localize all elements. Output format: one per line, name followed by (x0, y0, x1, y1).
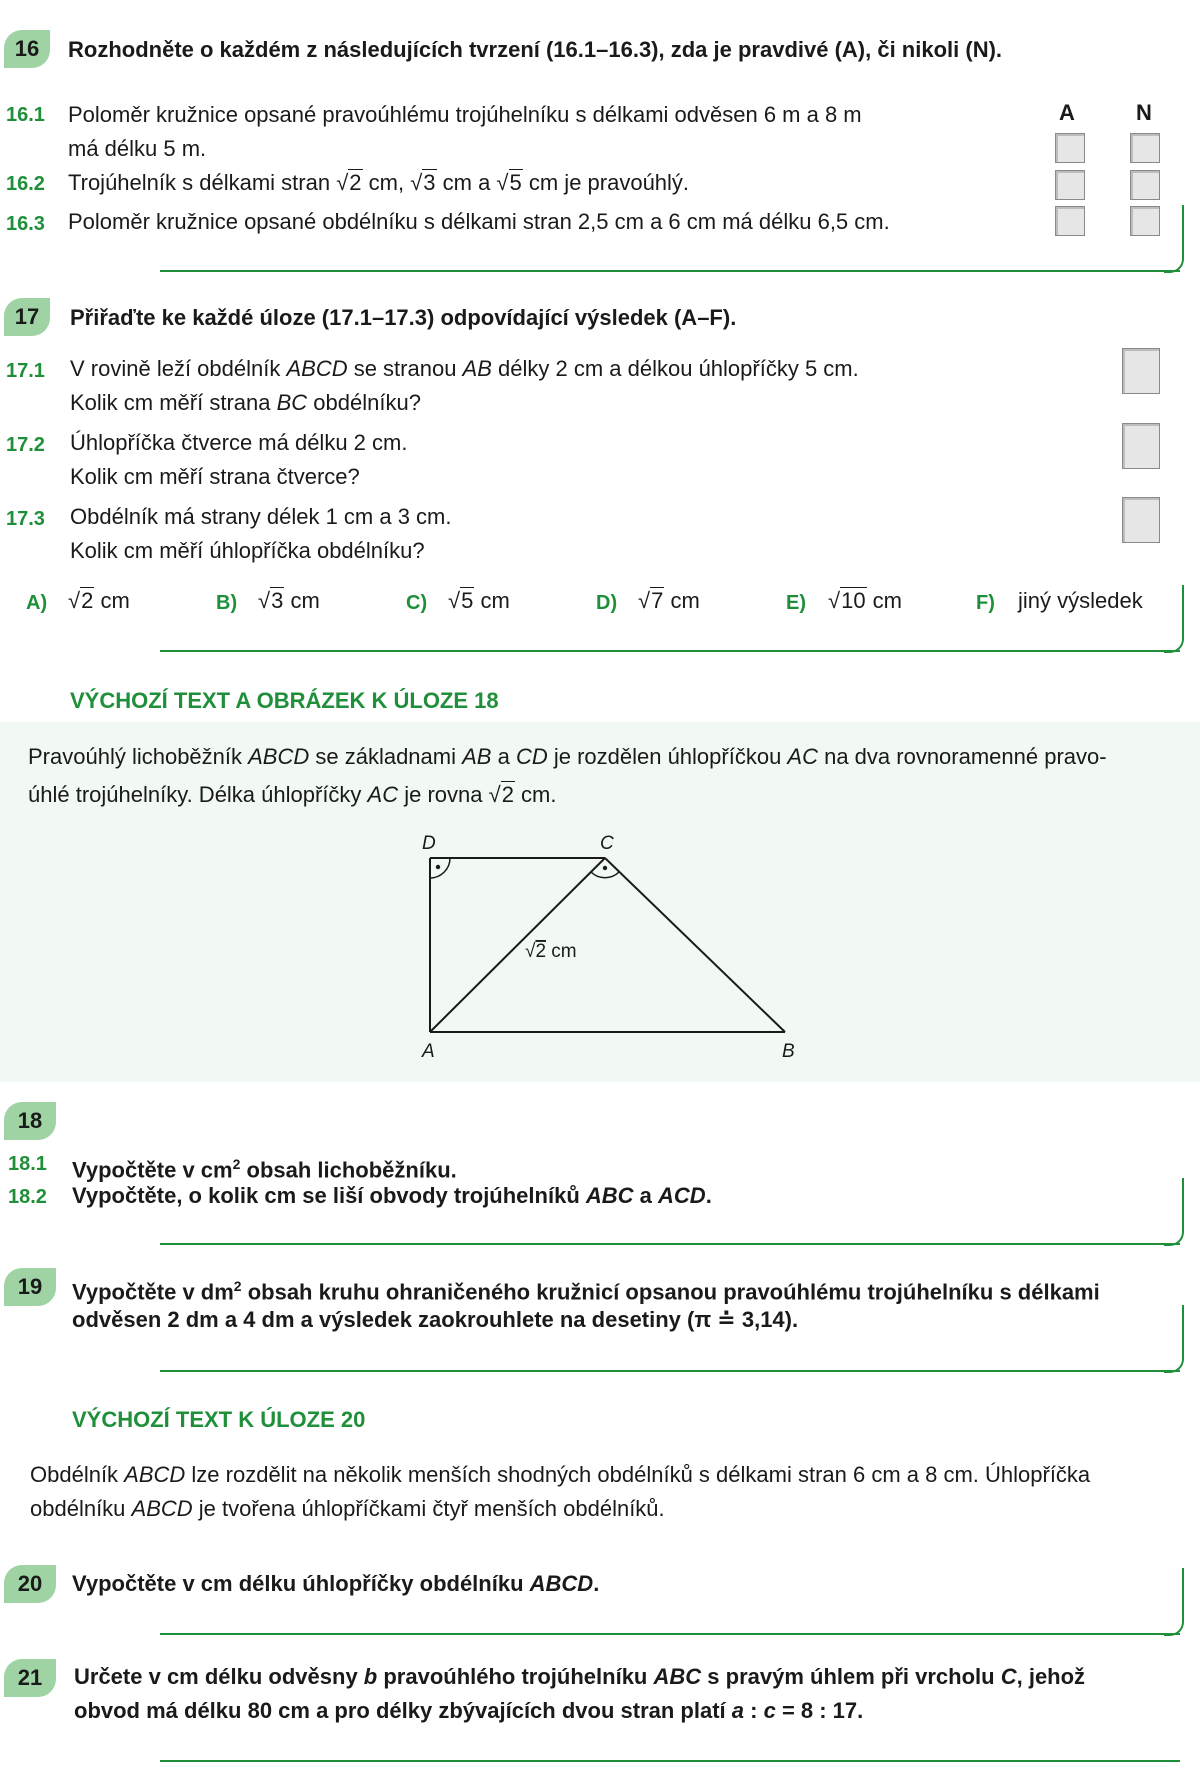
vertex-d-label: D (422, 833, 436, 854)
sqrt-symbol: √2 (488, 782, 514, 807)
item-number-17-2: 17.2 (6, 434, 45, 456)
answer-box-17-1[interactable] (1122, 348, 1160, 394)
text: CD (515, 744, 548, 769)
answer-line-17-corner (1164, 585, 1184, 653)
answer-box-16-3-n[interactable] (1130, 206, 1160, 236)
unit: cm (546, 941, 577, 962)
sqrt-symbol: √5 (496, 170, 522, 195)
text: ABC (653, 1664, 702, 1689)
sqrt-symbol: √2 (336, 170, 362, 195)
text: ABCD (529, 1571, 594, 1596)
answer-box-16-1-n[interactable] (1130, 133, 1160, 163)
answer-box-16-2-n[interactable] (1130, 170, 1160, 200)
question-19-line2: odvěsen 2 dm a 4 dm a výsledek zaokrouhlete na desetiny (π ≐ 3,14). (72, 1307, 799, 1332)
text: úhlé trojúhelníky. Délka úhlopříčky (28, 782, 368, 807)
item-17-2-line2: Kolik cm měří strana čtverce? (70, 464, 360, 489)
intro-18-line2 (28, 778, 557, 812)
question-21-line2 (74, 1695, 863, 1727)
question-21-badge: 21 (4, 1659, 56, 1697)
text: b (363, 1664, 378, 1689)
sqrt-radicand: 2 (535, 941, 547, 962)
question-17-heading: Přiřaďte ke každé úloze (17.1–17.3) odpovídající výsledek (A–F). (70, 305, 737, 330)
superscript: 2 (233, 1278, 242, 1294)
text: délky 2 cm a délkou úhlopříčky 5 cm. (491, 356, 859, 381)
text: : (744, 1698, 764, 1723)
text: Vypočtěte v dm (72, 1279, 234, 1305)
diagonal-ac (430, 858, 605, 1032)
text: obvod má délku 80 cm a pro délky zbývajících dvou stran platí (74, 1698, 732, 1723)
text: obdélníku (30, 1496, 132, 1521)
item-17-3-line1: Obdélník má strany délek 1 cm a 3 cm. (70, 504, 452, 529)
intro-20-line2 (30, 1492, 665, 1526)
text: AC (787, 744, 818, 769)
text: je rozdělen úhlopříčkou (547, 744, 788, 769)
item-16-3-line1: Poloměr kružnice opsané obdélníku s délkami stran 2,5 cm a 6 cm má délku 6,5 cm. (68, 209, 890, 234)
answer-line-16 (160, 270, 1180, 272)
option-e-value: √10 cm (828, 588, 903, 613)
intro-18-line1 (28, 740, 1107, 774)
answer-line-20-corner (1164, 1568, 1184, 1636)
text: Kolik cm měří strana (70, 390, 277, 415)
sqrt-radicand: 3 (423, 170, 436, 195)
question-16-heading: Rozhodněte o každém z následujících tvrzení (16.1–16.3), zda je pravdivé (A), či nikoli (N). (68, 37, 1003, 62)
text: Vypočtěte v cm (72, 1157, 233, 1183)
option-b-value: √3 cm (258, 588, 320, 613)
trapezoid-figure (400, 825, 820, 1065)
right-angle-d-arc (430, 858, 450, 878)
text: C (1000, 1664, 1017, 1689)
sqrt-radicand: 10 (841, 588, 866, 613)
right-angle-c-dot (603, 866, 607, 870)
item-number-18-2: 18.2 (8, 1186, 47, 1208)
question-20-text (72, 1568, 599, 1600)
option-d-value: √7 cm (638, 588, 700, 613)
answer-box-16-1-a[interactable] (1055, 133, 1085, 163)
text: se základnami (309, 744, 463, 769)
option-f-label: F) (976, 592, 995, 614)
superscript: 2 (232, 1156, 241, 1172)
intro-18-heading: VÝCHOZÍ TEXT A OBRÁZEK K ÚLOZE 18 (70, 688, 499, 713)
sqrt-radicand: 3 (271, 588, 284, 613)
text: c (763, 1698, 776, 1723)
sqrt-radicand: 2 (501, 782, 514, 807)
answer-line-19 (160, 1370, 1180, 1372)
text: a (491, 744, 516, 769)
option-f-value: jiný výsledek (1018, 588, 1143, 613)
question-16-badge: 16 (4, 30, 50, 68)
text: . (593, 1571, 600, 1596)
column-n-label: N (1136, 100, 1152, 125)
right-angle-c-arc (591, 872, 619, 878)
answer-line-21 (160, 1760, 1180, 1762)
answer-line-17 (160, 650, 1180, 652)
option-c-value: √5 cm (448, 588, 510, 613)
text: pravoúhlého trojúhelníku (377, 1664, 654, 1689)
item-16-2-part3: cm a (436, 170, 497, 195)
text: ABCD (131, 1496, 193, 1521)
text: ACD (658, 1183, 706, 1208)
item-17-1-line2 (70, 386, 421, 420)
option-c-label: C) (406, 592, 428, 614)
text: obsah kruhu ohraničeného kružnicí opsanou pravoúhlému trojúhelníku s délkami (241, 1279, 1100, 1305)
answer-box-17-3[interactable] (1122, 497, 1160, 543)
text: , jehož (1016, 1664, 1086, 1689)
sqrt-radicand: 2 (349, 170, 362, 195)
text: V rovině leží obdélník (70, 356, 287, 381)
question-19-line1 (72, 1270, 1100, 1308)
question-18-badge: 18 (4, 1102, 56, 1140)
text: AB (462, 744, 492, 769)
text: BC (276, 390, 308, 415)
text: AC (367, 782, 399, 807)
sqrt-radicand: 2 (81, 588, 94, 613)
text: Vypočtěte v cm délku úhlopříčky obdélníku (72, 1571, 530, 1596)
text: = 8 : 17. (775, 1698, 864, 1723)
answer-line-16-corner (1164, 205, 1184, 273)
text: a (633, 1183, 659, 1208)
right-angle-d-dot (436, 865, 440, 869)
text: obdélníku? (307, 390, 421, 415)
text: AB (462, 356, 492, 381)
option-a-label: A) (26, 592, 48, 614)
item-number-16-2: 16.2 (6, 173, 45, 195)
unit: cm (866, 588, 903, 613)
vertex-a-label: A (422, 1041, 435, 1062)
text: na dva rovnoramenné pravo- (817, 744, 1107, 769)
answer-line-18 (160, 1243, 1180, 1245)
item-18-2-text (72, 1180, 712, 1212)
answer-box-16-3-a[interactable] (1055, 206, 1085, 236)
item-16-2-text (68, 166, 689, 200)
option-b-label: B) (216, 592, 238, 614)
item-17-1-line1 (70, 352, 859, 386)
answer-box-16-2-a[interactable] (1055, 170, 1085, 200)
item-16-2-part4: cm je pravoúhlý. (522, 170, 690, 195)
option-e-label: E) (786, 592, 806, 614)
text: . (705, 1183, 712, 1208)
question-20-badge: 20 (4, 1565, 56, 1603)
intro-20-heading: VÝCHOZÍ TEXT K ÚLOZE 20 (72, 1407, 366, 1432)
text: Vypočtěte, o kolik cm se liší obvody trojúhelníků (72, 1183, 586, 1208)
text: je tvořena úhlopříčkami čtyř menších obdélníků. (192, 1496, 665, 1521)
answer-line-18-corner (1164, 1178, 1184, 1246)
text: lze rozdělit na několik menších shodných obdélníků s délkami stran 6 cm a 8 cm. Úhlopříčka (185, 1462, 1091, 1487)
text: Obdélník (30, 1462, 125, 1487)
question-21-line1 (74, 1661, 1085, 1693)
item-number-18-1: 18.1 (8, 1153, 47, 1175)
option-d-label: D) (596, 592, 618, 614)
sqrt-radicand: 7 (651, 588, 664, 613)
answer-line-20 (160, 1633, 1180, 1635)
unit: cm (284, 588, 320, 613)
unit: cm (474, 588, 510, 613)
text: Určete v cm délku odvěsny (74, 1664, 364, 1689)
item-number-17-1: 17.1 (6, 360, 45, 382)
item-16-1-line2: má délku 5 m. (68, 136, 207, 161)
item-16-2-part2: cm, (362, 170, 411, 195)
text: obsah lichoběžníku. (240, 1157, 457, 1183)
text: cm. (514, 782, 557, 807)
column-a-label: A (1059, 100, 1075, 125)
question-19-badge: 19 (4, 1268, 56, 1306)
text: ABC (585, 1183, 634, 1208)
sqrt-symbol: √3 (410, 170, 436, 195)
text: ABCD (248, 744, 310, 769)
side-cb (605, 858, 785, 1032)
item-number-17-3: 17.3 (6, 508, 45, 530)
item-16-1-line1: Poloměr kružnice opsané pravoúhlému trojúhelníku s délkami odvěsen 6 m a 8 m (68, 102, 862, 127)
text: je rovna (398, 782, 489, 807)
item-16-2-part1: Trojúhelník s délkami stran (68, 170, 337, 195)
unit: cm (94, 588, 130, 613)
unit: cm (664, 588, 700, 613)
option-a-value: √2 cm (68, 588, 130, 613)
question-17-badge: 17 (4, 298, 50, 336)
item-number-16-3: 16.3 (6, 213, 45, 235)
item-17-3-line2: Kolik cm měří úhlopříčka obdélníku? (70, 538, 425, 563)
vertex-c-label: C (600, 833, 614, 854)
vertex-b-label: B (782, 1041, 795, 1062)
sqrt-radicand: 5 (461, 588, 474, 613)
text: s pravým úhlem při vrcholu (701, 1664, 1001, 1689)
text: ABCD (124, 1462, 186, 1487)
item-number-16-1: 16.1 (6, 104, 45, 126)
answer-line-19-corner (1164, 1305, 1184, 1373)
text: ABCD (286, 356, 348, 381)
sqrt-radicand: 5 (509, 170, 522, 195)
text: a (731, 1698, 745, 1723)
intro-20-line1 (30, 1458, 1090, 1492)
text: Pravoúhlý lichoběžník (28, 744, 249, 769)
text: se stranou (347, 356, 463, 381)
answer-box-17-2[interactable] (1122, 423, 1160, 469)
diagonal-ac-length-label: √2 cm (525, 941, 577, 962)
item-17-2-line1: Úhlopříčka čtverce má délku 2 cm. (70, 430, 408, 455)
